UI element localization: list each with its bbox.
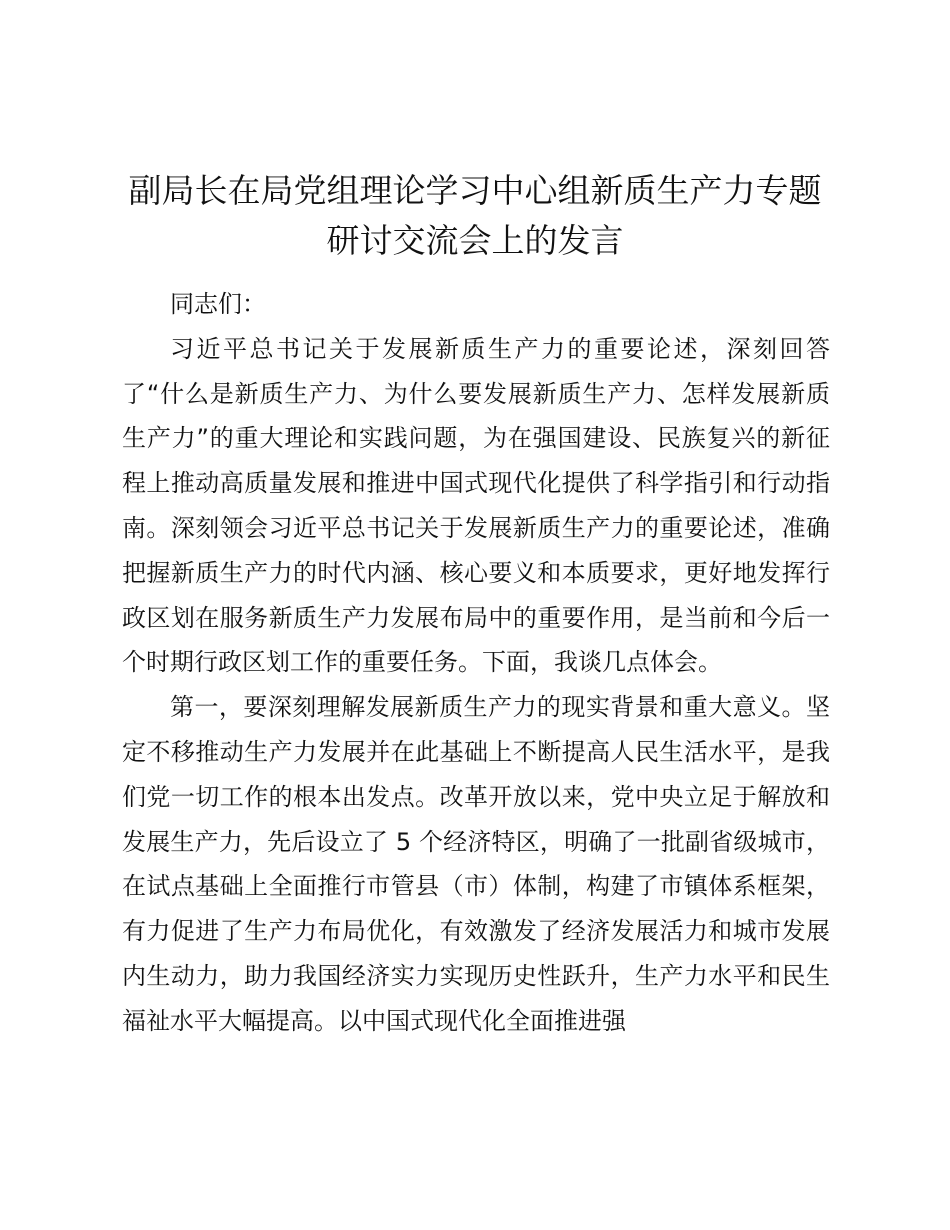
document-body <box>122 282 830 1044</box>
salutation: 同志们： <box>170 290 266 318</box>
paragraph-1: 习近平总书记关于发展新质生产力的重要论述，深刻回答了“什么是新质生产力、为什么要发展新质生产力、怎样发展新质生产力”的重大理论和实践问题，为在强国建设、民族复兴的新征程上推动高质量发展和推进中国式现代化提供了科学指引和行动指南。深刻领会习近平总书记关于发展新质生产力的重要论述，准确把握新质生产力的时代内涵、核心要义和本质要求，更好地发挥行政区划在服务新质生产力发展布局中的重要作用，是当前和今后一个时期行政区划工作的重要任务。下面，我谈几点体会。 <box>122 334 830 677</box>
document-title: 副局长在局党组理论学习中心组新质生产力专题研讨交流会上的发言 <box>128 171 822 260</box>
paragraph-2: 第一，要深刻理解发展新质生产力的现实背景和重大意义。坚定不移推动生产力发展并在此基础上不断提高人民生活水平，是我们党一切工作的根本出发点。改革开放以来，党中央立足于解放和发展生产力，先后设立了 5 个经济特区，明确了一批副省级城市，在试点基础上全面推行市管县（市）体制，构建了市镇体系框架，有力促进了生产力布局优化，有效激发了经济发展活力和城市发展内生动力，助力我国经济实力实现历史性跃升，生产力水平和民生福祉水平大幅提高。以中国式现代化全面推进强 <box>122 693 830 1035</box>
